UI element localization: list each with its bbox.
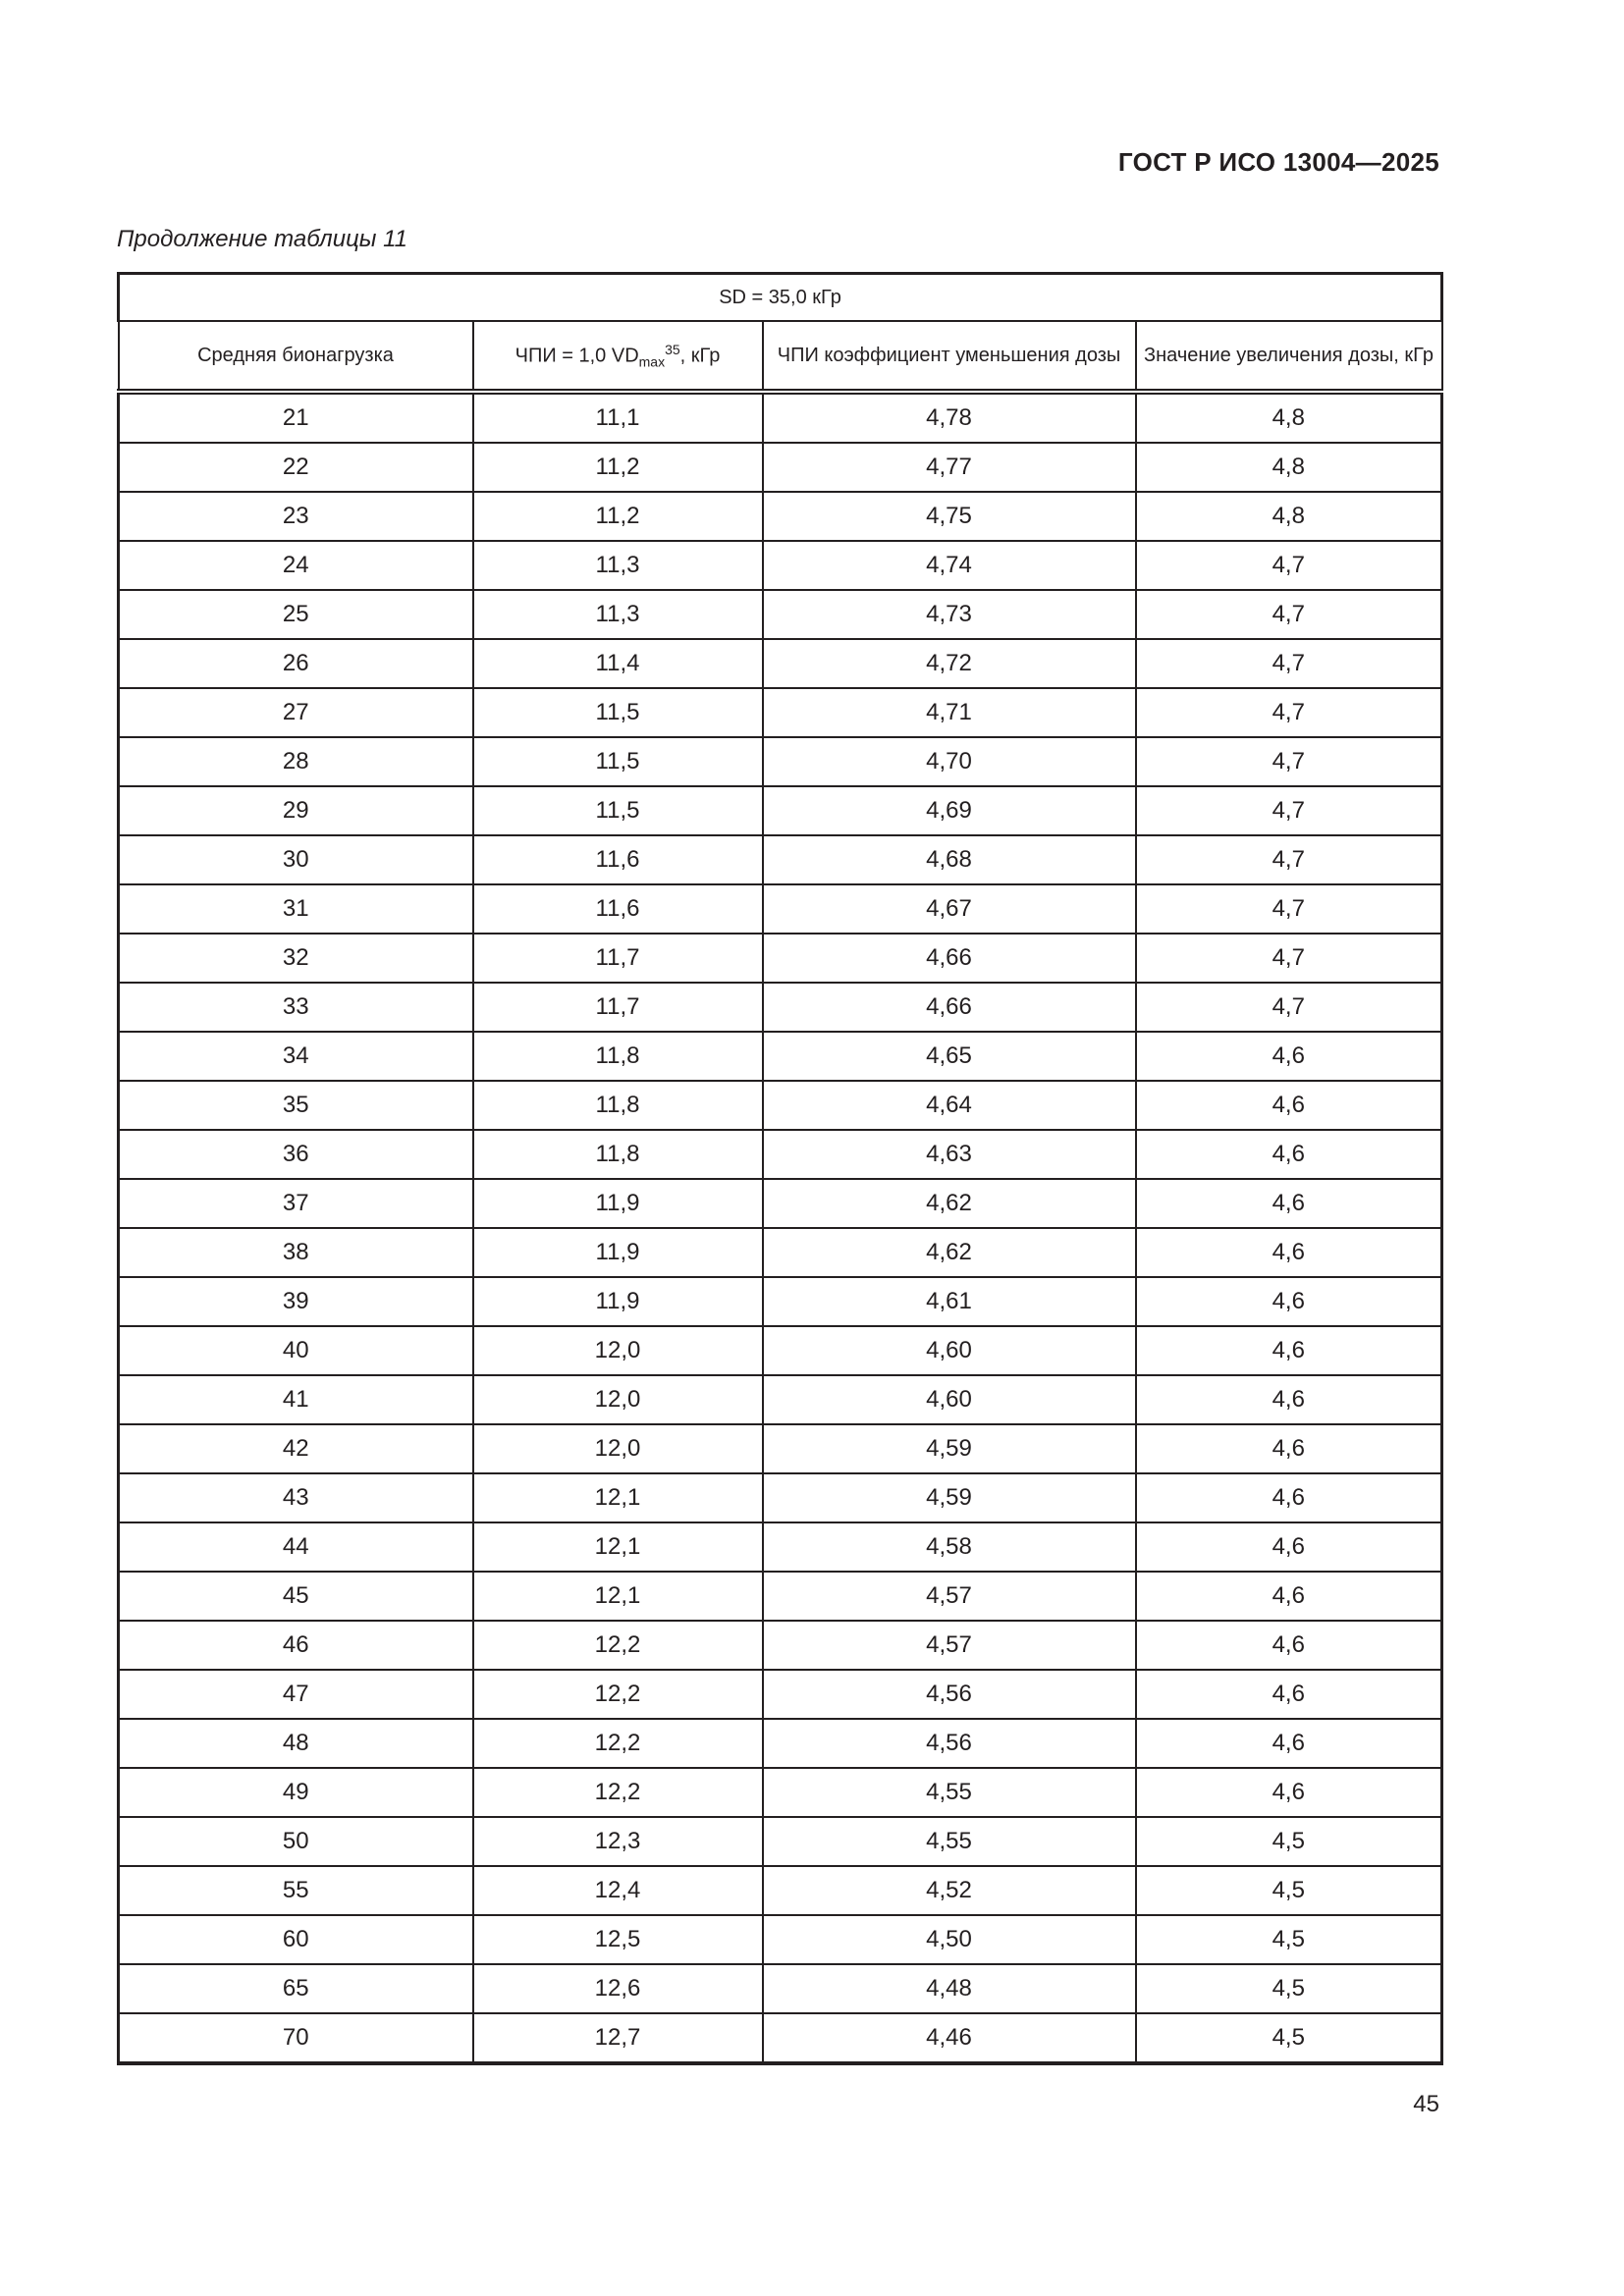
cell-dose-increment: 4,7 [1136,737,1442,786]
cell-bioburden: 41 [119,1375,473,1424]
cell-reduction-factor: 4,62 [763,1228,1136,1277]
vdmax-label-sub: max [638,353,666,370]
cell-dose-increment: 4,6 [1136,1032,1442,1081]
cell-bioburden: 38 [119,1228,473,1277]
cell-dose-increment: 4,6 [1136,1768,1442,1817]
cell-dose-increment: 4,7 [1136,786,1442,835]
cell-bioburden: 30 [119,835,473,884]
cell-reduction-factor: 4,67 [763,884,1136,934]
cell-vdmax-dose: 11,6 [473,884,763,934]
cell-reduction-factor: 4,60 [763,1326,1136,1375]
cell-bioburden: 28 [119,737,473,786]
cell-bioburden: 37 [119,1179,473,1228]
cell-bioburden: 49 [119,1768,473,1817]
cell-dose-increment: 4,7 [1136,590,1442,639]
table-caption: Продолжение таблицы 11 [117,226,408,252]
table-row [119,786,1442,835]
cell-bioburden: 26 [119,639,473,688]
cell-vdmax-dose: 12,2 [473,1621,763,1670]
cell-vdmax-dose: 11,5 [473,786,763,835]
document-code: ГОСТ Р ИСО 13004—2025 [1117,147,1439,177]
cell-dose-increment: 4,5 [1136,1866,1442,1915]
table-row [119,1522,1442,1572]
table-row [119,1130,1442,1179]
cell-reduction-factor: 4,55 [763,1768,1136,1817]
table-row [119,1424,1442,1473]
cell-vdmax-dose: 12,2 [473,1768,763,1817]
cell-reduction-factor: 4,71 [763,688,1136,737]
cell-vdmax-dose: 11,9 [473,1228,763,1277]
cell-vdmax-dose: 11,9 [473,1179,763,1228]
cell-dose-increment: 4,5 [1136,1915,1442,1964]
cell-dose-increment: 4,8 [1136,492,1442,541]
cell-bioburden: 40 [119,1326,473,1375]
table-row [119,1228,1442,1277]
table-row [119,541,1442,590]
cell-reduction-factor: 4,72 [763,639,1136,688]
cell-dose-increment: 4,7 [1136,688,1442,737]
table-row [119,492,1442,541]
column-header-bioburden: Средняя бионагрузка [119,321,473,392]
cell-bioburden: 29 [119,786,473,835]
cell-vdmax-dose: 11,2 [473,443,763,492]
cell-reduction-factor: 4,56 [763,1670,1136,1719]
table-row [119,392,1442,443]
cell-reduction-factor: 4,61 [763,1277,1136,1326]
cell-vdmax-dose: 11,7 [473,934,763,983]
table-row [119,590,1442,639]
table-row [119,1572,1442,1621]
cell-vdmax-dose: 11,8 [473,1130,763,1179]
cell-vdmax-dose: 11,9 [473,1277,763,1326]
table-row [119,983,1442,1032]
table-row [119,1277,1442,1326]
table-row [119,2013,1442,2063]
cell-dose-increment: 4,7 [1136,639,1442,688]
cell-vdmax-dose: 11,8 [473,1032,763,1081]
cell-vdmax-dose: 12,1 [473,1522,763,1572]
cell-vdmax-dose: 11,3 [473,590,763,639]
cell-vdmax-dose: 11,1 [473,392,763,443]
cell-bioburden: 35 [119,1081,473,1130]
cell-vdmax-dose: 11,2 [473,492,763,541]
cell-reduction-factor: 4,62 [763,1179,1136,1228]
cell-bioburden: 48 [119,1719,473,1768]
cell-vdmax-dose: 12,2 [473,1670,763,1719]
cell-reduction-factor: 4,75 [763,492,1136,541]
cell-reduction-factor: 4,48 [763,1964,1136,2013]
cell-bioburden: 36 [119,1130,473,1179]
table-row [119,443,1442,492]
vdmax-label-main: ЧПИ = 1,0 VD [514,345,639,367]
cell-bioburden: 60 [119,1915,473,1964]
cell-dose-increment: 4,6 [1136,1473,1442,1522]
cell-vdmax-dose: 12,1 [473,1572,763,1621]
cell-reduction-factor: 4,69 [763,786,1136,835]
cell-vdmax-dose: 12,4 [473,1866,763,1915]
cell-dose-increment: 4,6 [1136,1277,1442,1326]
cell-bioburden: 50 [119,1817,473,1866]
table-row [119,1326,1442,1375]
table-row [119,934,1442,983]
cell-dose-increment: 4,5 [1136,1964,1442,2013]
cell-dose-increment: 4,5 [1136,2013,1442,2063]
cell-reduction-factor: 4,46 [763,2013,1136,2063]
cell-bioburden: 44 [119,1522,473,1572]
cell-bioburden: 55 [119,1866,473,1915]
cell-reduction-factor: 4,60 [763,1375,1136,1424]
cell-bioburden: 22 [119,443,473,492]
cell-dose-increment: 4,7 [1136,934,1442,983]
cell-bioburden: 70 [119,2013,473,2063]
table-row [119,1179,1442,1228]
table-row [119,1915,1442,1964]
cell-bioburden: 31 [119,884,473,934]
cell-dose-increment: 4,5 [1136,1817,1442,1866]
cell-bioburden: 47 [119,1670,473,1719]
vdmax-label-tail: , кГр [679,345,721,367]
cell-reduction-factor: 4,57 [763,1621,1136,1670]
cell-reduction-factor: 4,55 [763,1817,1136,1866]
cell-dose-increment: 4,8 [1136,443,1442,492]
table-row [119,1032,1442,1081]
cell-vdmax-dose: 12,0 [473,1326,763,1375]
page-number: 45 [1413,2091,1439,2117]
cell-vdmax-dose: 11,6 [473,835,763,884]
table-row [119,1817,1442,1866]
column-header-row [119,321,1442,392]
cell-vdmax-dose: 12,7 [473,2013,763,2063]
cell-bioburden: 45 [119,1572,473,1621]
table-row [119,1866,1442,1915]
cell-bioburden: 42 [119,1424,473,1473]
cell-reduction-factor: 4,68 [763,835,1136,884]
cell-vdmax-dose: 12,1 [473,1473,763,1522]
cell-reduction-factor: 4,66 [763,983,1136,1032]
table-row [119,1768,1442,1817]
cell-bioburden: 46 [119,1621,473,1670]
cell-dose-increment: 4,6 [1136,1719,1442,1768]
cell-reduction-factor: 4,66 [763,934,1136,983]
cell-reduction-factor: 4,59 [763,1473,1136,1522]
cell-vdmax-dose: 12,0 [473,1424,763,1473]
cell-vdmax-dose: 12,2 [473,1719,763,1768]
table-row [119,1621,1442,1670]
cell-dose-increment: 4,6 [1136,1179,1442,1228]
cell-reduction-factor: 4,52 [763,1866,1136,1915]
cell-bioburden: 21 [119,392,473,443]
cell-dose-increment: 4,6 [1136,1522,1442,1572]
cell-bioburden: 34 [119,1032,473,1081]
cell-reduction-factor: 4,74 [763,541,1136,590]
sd-header: SD = 35,0 кГр [119,274,1442,322]
cell-bioburden: 32 [119,934,473,983]
cell-dose-increment: 4,6 [1136,1228,1442,1277]
cell-bioburden: 23 [119,492,473,541]
cell-bioburden: 39 [119,1277,473,1326]
cell-dose-increment: 4,8 [1136,392,1442,443]
cell-vdmax-dose: 12,6 [473,1964,763,2013]
cell-dose-increment: 4,6 [1136,1424,1442,1473]
dose-table [117,272,1443,2065]
cell-dose-increment: 4,7 [1136,835,1442,884]
cell-bioburden: 25 [119,590,473,639]
cell-reduction-factor: 4,57 [763,1572,1136,1621]
cell-bioburden: 65 [119,1964,473,2013]
table-row [119,1964,1442,2013]
cell-reduction-factor: 4,65 [763,1032,1136,1081]
cell-reduction-factor: 4,70 [763,737,1136,786]
cell-dose-increment: 4,6 [1136,1621,1442,1670]
table-row [119,835,1442,884]
cell-dose-increment: 4,7 [1136,884,1442,934]
cell-dose-increment: 4,6 [1136,1130,1442,1179]
cell-dose-increment: 4,6 [1136,1670,1442,1719]
cell-vdmax-dose: 12,3 [473,1817,763,1866]
cell-reduction-factor: 4,56 [763,1719,1136,1768]
vdmax-label-sup: 35 [665,341,680,357]
cell-reduction-factor: 4,77 [763,443,1136,492]
table-row [119,1719,1442,1768]
cell-vdmax-dose: 12,0 [473,1375,763,1424]
cell-bioburden: 43 [119,1473,473,1522]
cell-vdmax-dose: 11,8 [473,1081,763,1130]
table-row [119,1473,1442,1522]
cell-reduction-factor: 4,50 [763,1915,1136,1964]
cell-reduction-factor: 4,59 [763,1424,1136,1473]
table-row [119,1375,1442,1424]
cell-reduction-factor: 4,78 [763,392,1136,443]
cell-reduction-factor: 4,63 [763,1130,1136,1179]
cell-dose-increment: 4,6 [1136,1326,1442,1375]
cell-vdmax-dose: 12,5 [473,1915,763,1964]
cell-reduction-factor: 4,58 [763,1522,1136,1572]
cell-vdmax-dose: 11,3 [473,541,763,590]
cell-bioburden: 27 [119,688,473,737]
group-header-row [119,274,1442,322]
cell-reduction-factor: 4,73 [763,590,1136,639]
column-header-dose-increment: Значение увеличения дозы, кГр [1136,321,1442,392]
cell-bioburden: 24 [119,541,473,590]
table-row [119,688,1442,737]
cell-dose-increment: 4,7 [1136,983,1442,1032]
table-row [119,1670,1442,1719]
cell-vdmax-dose: 11,7 [473,983,763,1032]
cell-dose-increment: 4,6 [1136,1572,1442,1621]
cell-dose-increment: 4,7 [1136,541,1442,590]
cell-bioburden: 33 [119,983,473,1032]
table-row [119,639,1442,688]
cell-dose-increment: 4,6 [1136,1375,1442,1424]
cell-vdmax-dose: 11,5 [473,688,763,737]
column-header-reduction-factor: ЧПИ коэффициент уменьшения дозы [763,321,1136,392]
table-row [119,884,1442,934]
table-row [119,737,1442,786]
cell-vdmax-dose: 11,5 [473,737,763,786]
table-row [119,1081,1442,1130]
cell-reduction-factor: 4,64 [763,1081,1136,1130]
cell-vdmax-dose: 11,4 [473,639,763,688]
cell-dose-increment: 4,6 [1136,1081,1442,1130]
column-header-vdmax [473,321,763,392]
